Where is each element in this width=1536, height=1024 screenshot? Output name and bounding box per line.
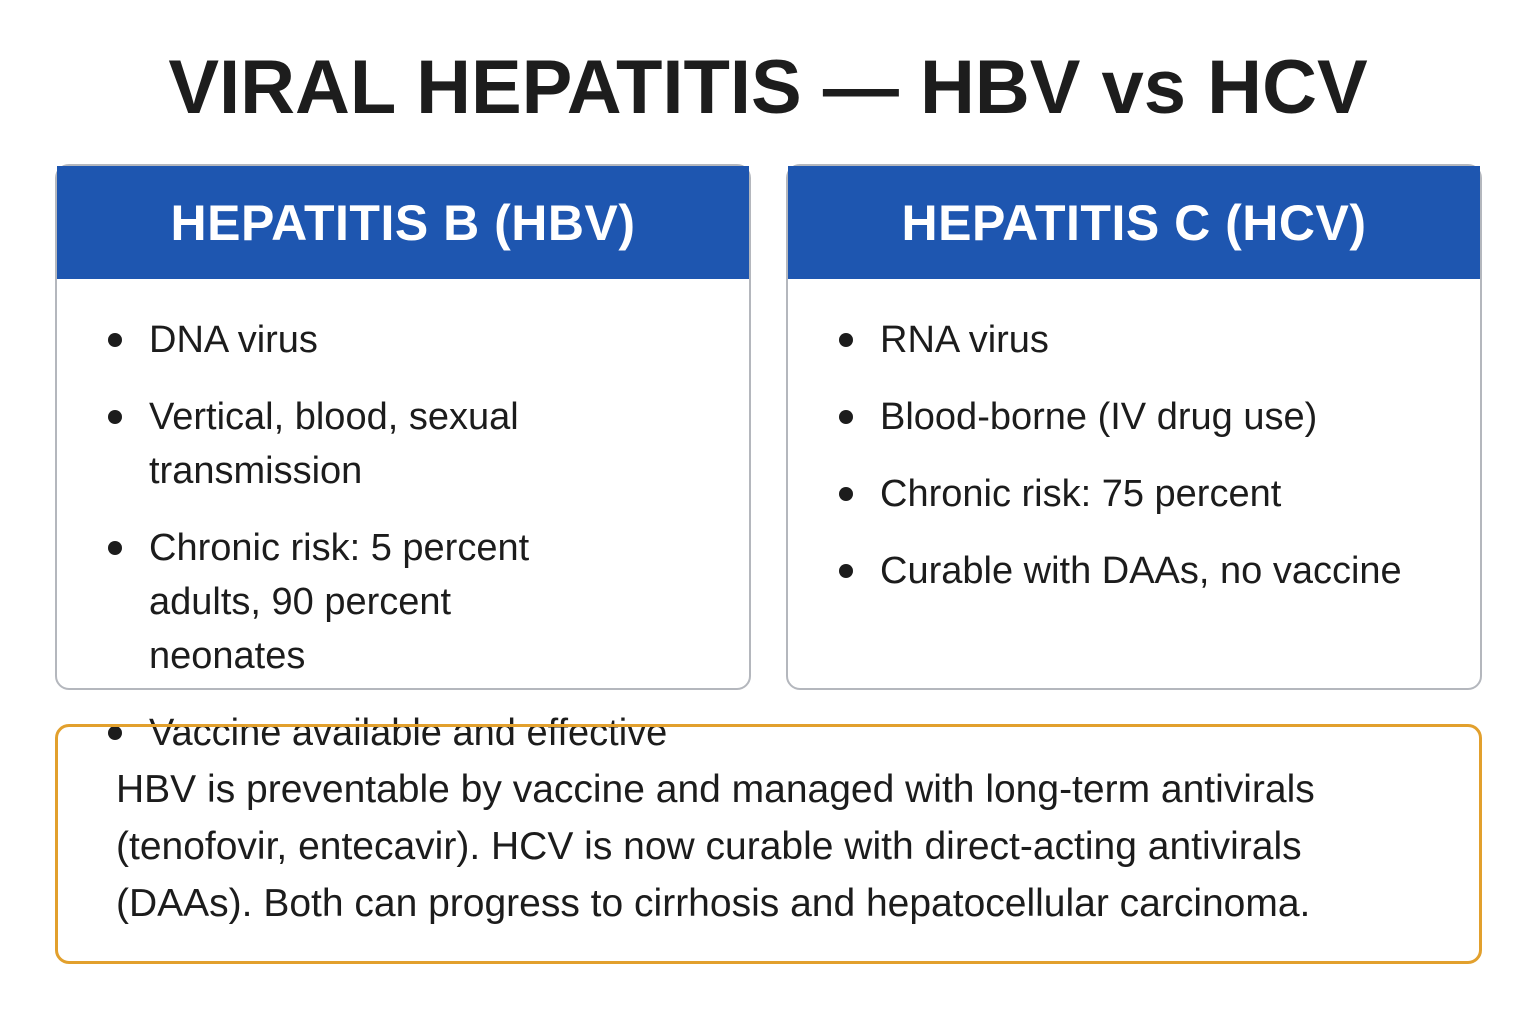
bullet-icon (108, 541, 122, 555)
summary-text: HBV is preventable by vaccine and managed with long-term antivirals (tenofovir, entecavir). HCV is now curable with direct-acting antivirals (DAAs). Both can progress to cirrhosis and hepatocellular carcinoma. (116, 768, 1315, 925)
hbv-facts-list (57, 279, 749, 760)
hcv-fact-text: RNA virus (880, 319, 1049, 361)
hbv-card (55, 164, 751, 754)
hbv-fact-text: Vaccine available and effective (149, 712, 668, 754)
summary-box (55, 724, 1482, 964)
bullet-icon (108, 410, 122, 424)
hcv-card-header: HEPATITIS C (HCV) (788, 166, 1480, 279)
bullet-icon (839, 564, 853, 578)
hcv-fact-text: Chronic risk: 75 percent (880, 473, 1282, 515)
bullet-icon (839, 410, 853, 424)
hcv-fact-item (788, 544, 1480, 598)
hbv-fact-text: Vertical, blood, sexual transmission (149, 396, 519, 492)
hbv-fact-item (57, 521, 569, 683)
hbv-fact-text: Chronic risk: 5 percent adults, 90 percent neonates (149, 527, 530, 677)
bullet-icon (108, 333, 122, 347)
hcv-fact-text: Blood-borne (IV drug use) (880, 396, 1318, 438)
hcv-card (786, 164, 1482, 690)
hcv-fact-item (788, 467, 1480, 521)
hcv-fact-text: Curable with DAAs, no vaccine (880, 550, 1402, 592)
hcv-facts-list (788, 279, 1480, 598)
bullet-icon (839, 487, 853, 501)
hbv-fact-item (57, 313, 749, 367)
bullet-icon (839, 333, 853, 347)
hbv-fact-text: DNA virus (149, 319, 318, 361)
hbv-card-header: HEPATITIS B (HBV) (57, 166, 749, 279)
hcv-fact-item (788, 313, 1480, 367)
hbv-fact-item (57, 390, 749, 498)
page-title: VIRAL HEPATITIS — HBV vs HCV (168, 45, 1368, 130)
hcv-fact-item (788, 390, 1480, 444)
